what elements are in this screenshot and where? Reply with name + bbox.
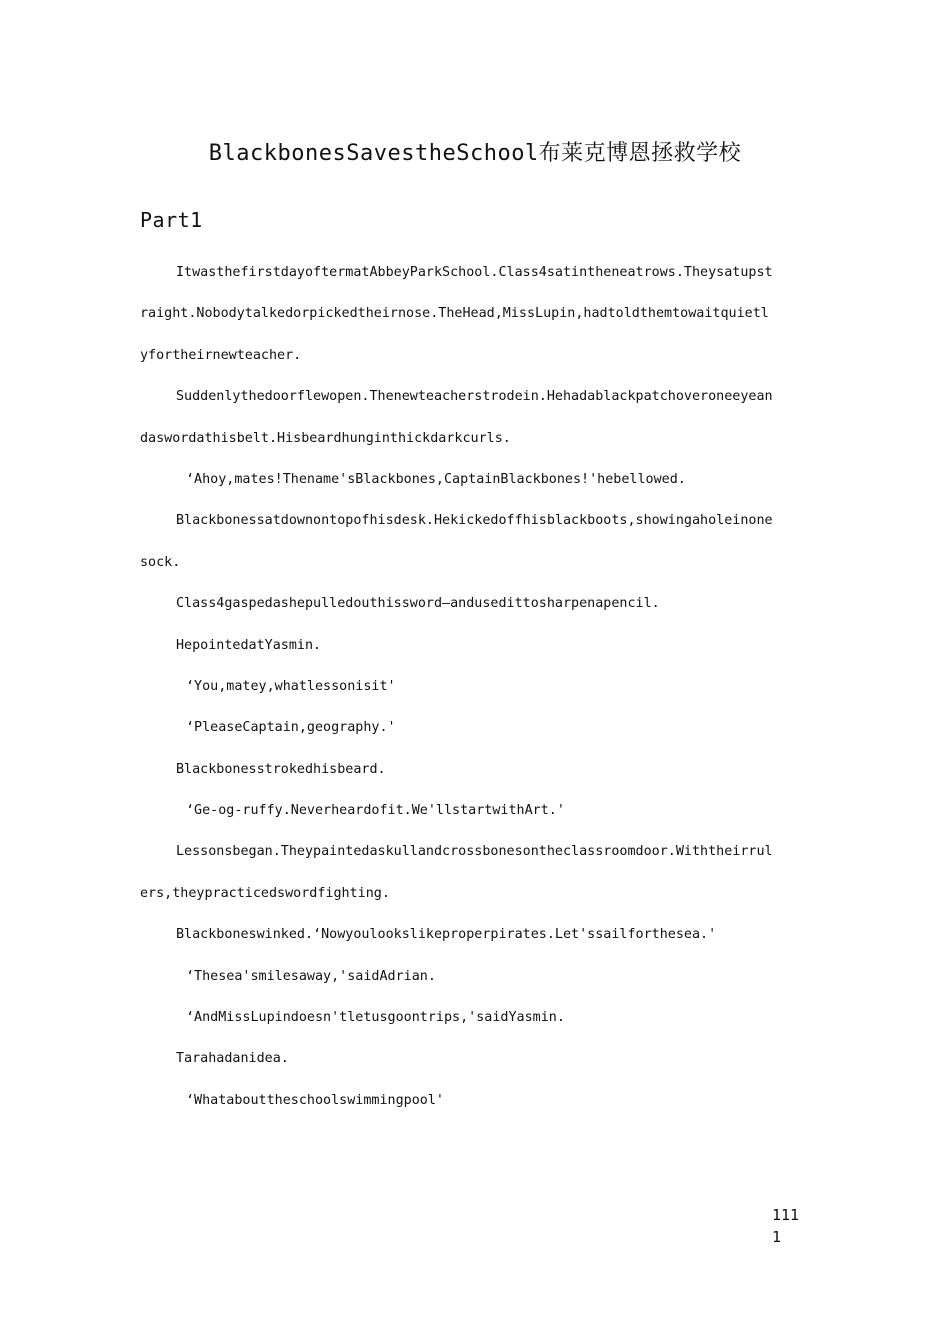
body-line: Blackboneswinked.‘Nowyoulookslikeproperpirates.Let'ssailforthesea.': [176, 927, 717, 943]
body-line: HepointedatYasmin.: [176, 637, 322, 653]
page-number: [772, 1204, 799, 1248]
body-line: yfortheirnewteacher.: [140, 347, 302, 363]
page-number-line: 1: [772, 1228, 782, 1246]
body-line: ‘Ahoy,mates!Thename'sBlackbones,CaptainBlackbones!'hebellowed.: [186, 471, 686, 487]
body-line: daswordathisbelt.Hisbeardhunginthickdarkcurls.: [140, 430, 511, 446]
body-line: Blackbonessatdownontopofhisdesk.Hekickedoffhisblackboots,showingaholeinone: [176, 513, 773, 529]
body-line: ‘Ge-og-ruffy.Neverheardofit.We'llstartwithArt.': [186, 803, 565, 819]
document-title: BlackbonesSavestheSchool布莱克博恩拯救学校: [208, 141, 742, 166]
body-line: ‘AndMissLupindoesn'tletusgoontrips,'saidYasmin.: [186, 1010, 565, 1026]
body-line: ers,theypracticedswordfighting.: [140, 885, 390, 901]
body-line: ‘PleaseCaptain,geography.': [186, 720, 396, 736]
body-line: raight.Nobodytalkedorpickedtheirnose.TheHead,MissLupin,hadtoldthemtowaitquietl: [140, 306, 769, 322]
page-number-line: 111: [772, 1206, 800, 1224]
body-line: sock.: [140, 554, 181, 570]
body-line: Suddenlythedoorflewopen.Thenewteacherstrodein.Hehadablackpatchoveroneeyean: [176, 389, 773, 405]
body-line: Class4gaspedashepulledouthissword—andusedittosharpenapencil.: [176, 596, 660, 612]
body-line: ‘You,matey,whatlessonisit': [186, 678, 396, 694]
body-line: Lessonsbegan.Theypaintedaskullandcrossbonesontheclassroomdoor.Withtheirrul: [176, 844, 773, 860]
story-body: [140, 252, 808, 1121]
body-line: ‘Thesea'smilesaway,'saidAdrian.: [186, 968, 436, 984]
part-heading: Part1: [140, 208, 203, 232]
body-line: ItwasthefirstdayoftermatAbbeyParkSchool.Class4satintheneatrows.Theysatupst: [176, 265, 773, 280]
body-line: Tarahadanidea.: [176, 1051, 289, 1067]
body-line: Blackbonesstrokedhisbeard.: [176, 761, 386, 777]
body-line: ‘Whatabouttheschoolswimmingpool': [186, 1092, 444, 1108]
